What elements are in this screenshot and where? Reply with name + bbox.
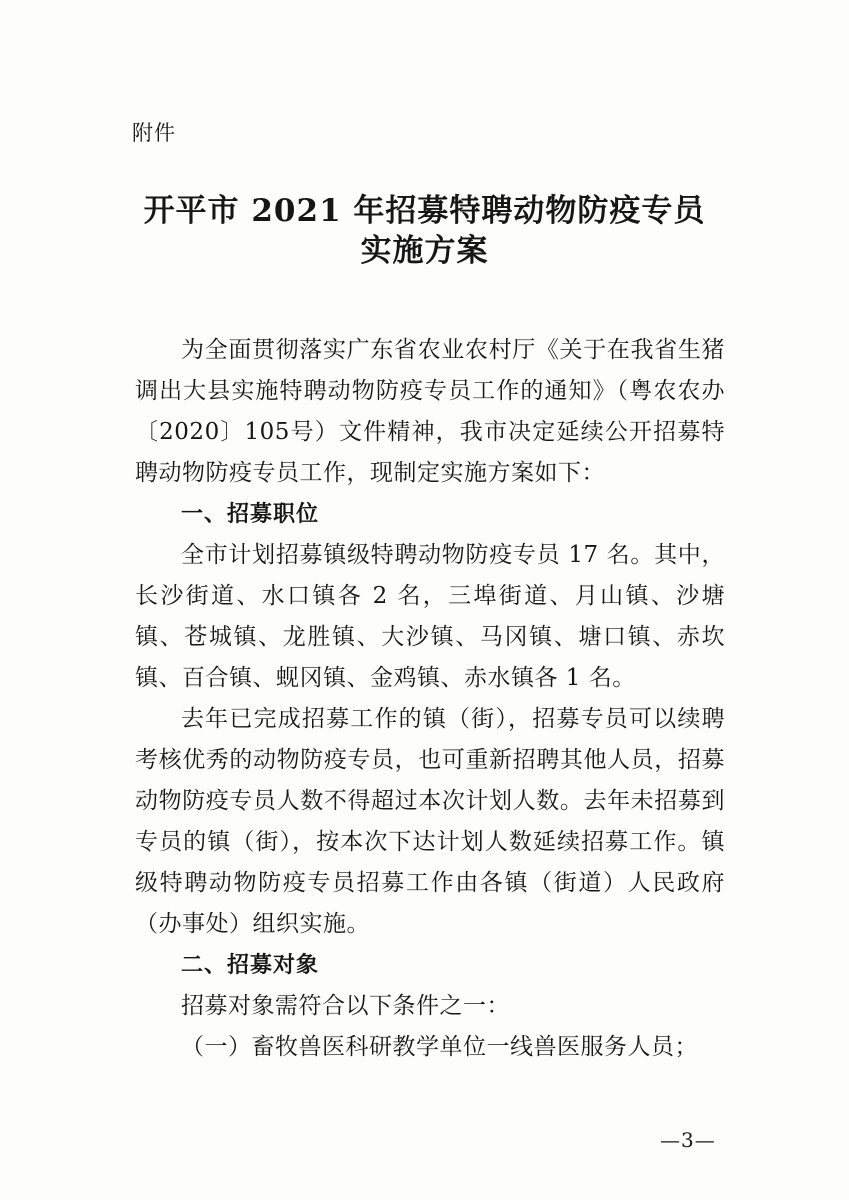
section-1-heading: 一、招募职位 [181,502,320,527]
section-2-item-1: （一）畜牧兽医科研教学单位一线兽医服务人员； [181,1034,698,1060]
document-title-line-1: 开平市 2021 年招募特聘动物防疫专员 [143,193,706,229]
document-title-line-2: 实施方案 [360,233,489,269]
section-2-paragraph-1: 招募对象需符合以下条件之一： [181,993,510,1019]
attachment-label: 附件 [132,121,176,145]
section-2-heading: 二、招募对象 [181,953,320,978]
intro-paragraph: 为全面贯彻落实广东省农业农村厅《关于在我省生猪调出大县实施特聘动物防疫专员工作的通知》（粤农农办〔2020〕105号）文件精神，我市决定延续公开招募特聘动物防疫专员工作，现制定实施方案如下： [135,337,725,486]
page-number: —3— [660,1128,716,1152]
section-1-paragraph-1: 全市计划招募镇级特聘动物防疫专员 17 名。其中，长沙街道、水口镇各 2 名，三埠街道、月山镇、沙塘镇、苍城镇、龙胜镇、大沙镇、马冈镇、塘口镇、赤坎镇、百合镇、蚬冈镇、金鸡镇、赤水镇各 1 名。 [135,542,725,691]
section-1-paragraph-2: 去年已完成招募工作的镇（街），招募专员可以续聘考核优秀的动物防疫专员，也可重新招聘其他人员，招募动物防疫专员人数不得超过本次计划人数。去年未招募到专员的镇（街），按本次下达计划人数延续招募工作。镇级特聘动物防疫专员招募工作由各镇（街道）人民政府（办事处）组织实施。 [135,706,725,937]
document-body [135,330,725,1068]
